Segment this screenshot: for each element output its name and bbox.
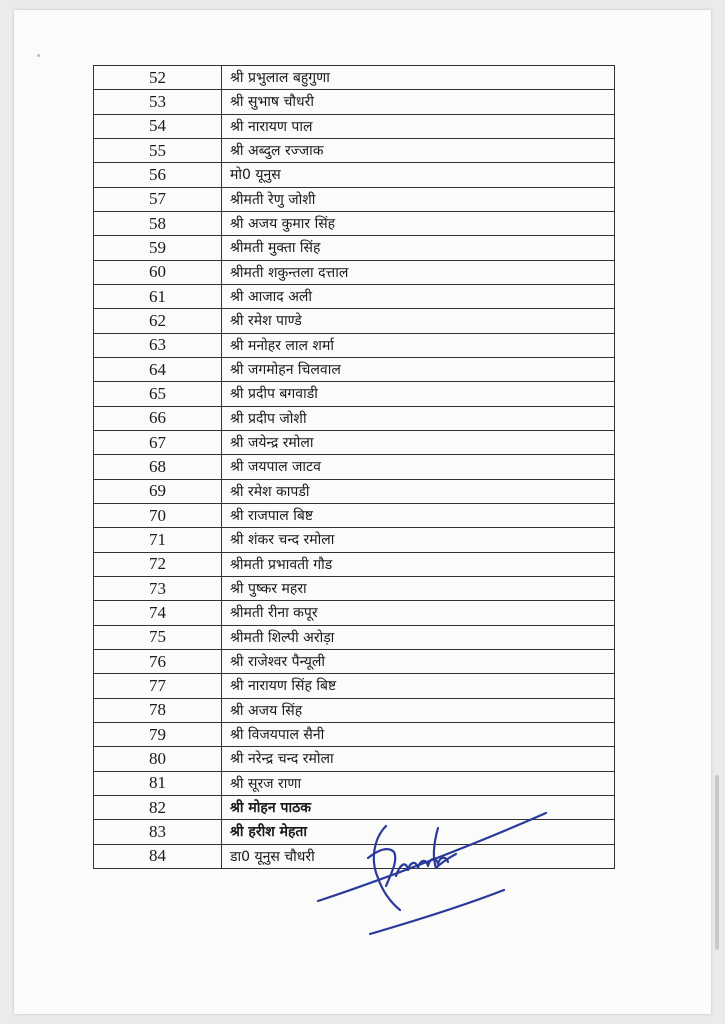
table-row — [94, 747, 615, 771]
member-name: श्री जयेन्द्र रमोला — [222, 430, 615, 454]
row-number: 71 — [94, 528, 222, 552]
row-number: 72 — [94, 552, 222, 576]
member-name: मो0 यूनुस — [222, 163, 615, 187]
member-name: श्री हरीश मेहता — [222, 820, 615, 844]
table-row — [94, 601, 615, 625]
table-row — [94, 576, 615, 600]
table-row — [94, 625, 615, 649]
row-number: 79 — [94, 722, 222, 746]
row-number: 55 — [94, 138, 222, 162]
members-table-body — [94, 66, 615, 869]
table-row — [94, 674, 615, 698]
row-number: 70 — [94, 503, 222, 527]
row-number: 74 — [94, 601, 222, 625]
row-number: 75 — [94, 625, 222, 649]
table-row — [94, 722, 615, 746]
table-row — [94, 211, 615, 235]
row-number: 53 — [94, 90, 222, 114]
member-name: श्रीमती मुक्ता सिंह — [222, 236, 615, 260]
table-row — [94, 479, 615, 503]
member-name: श्री प्रदीप बगवाडी — [222, 382, 615, 406]
table-row — [94, 503, 615, 527]
row-number: 63 — [94, 333, 222, 357]
members-table — [93, 65, 615, 869]
row-number: 56 — [94, 163, 222, 187]
row-number: 52 — [94, 66, 222, 90]
row-number: 80 — [94, 747, 222, 771]
table-row — [94, 187, 615, 211]
row-number: 61 — [94, 284, 222, 308]
member-name: श्री जगमोहन चिलवाल — [222, 357, 615, 381]
speck-mark — [37, 54, 40, 57]
member-name: श्री राजेश्वर पैन्यूली — [222, 649, 615, 673]
row-number: 81 — [94, 771, 222, 795]
member-name: श्री प्रदीप जोशी — [222, 406, 615, 430]
member-name: श्री जयपाल जाटव — [222, 455, 615, 479]
row-number: 67 — [94, 430, 222, 454]
member-name: श्री आजाद अली — [222, 284, 615, 308]
member-name: श्री अब्दुल रज्जाक — [222, 138, 615, 162]
table-row — [94, 455, 615, 479]
row-number: 58 — [94, 211, 222, 235]
member-name: श्रीमती शिल्पी अरोड़ा — [222, 625, 615, 649]
member-name: श्री सूरज राणा — [222, 771, 615, 795]
member-name: श्री प्रभुलाल बहुगुणा — [222, 66, 615, 90]
scrollbar-thumb[interactable] — [715, 775, 719, 950]
member-name: श्री नारायण सिंह बिष्ट — [222, 674, 615, 698]
member-name: श्री अजय कुमार सिंह — [222, 211, 615, 235]
table-row — [94, 163, 615, 187]
row-number: 65 — [94, 382, 222, 406]
member-name: डा0 यूनुस चौधरी — [222, 844, 615, 868]
table-row — [94, 236, 615, 260]
table-row — [94, 333, 615, 357]
member-name: श्री राजपाल बिष्ट — [222, 503, 615, 527]
row-number: 83 — [94, 820, 222, 844]
row-number: 62 — [94, 309, 222, 333]
table-row — [94, 771, 615, 795]
table-row — [94, 138, 615, 162]
row-number: 68 — [94, 455, 222, 479]
table-row — [94, 114, 615, 138]
member-name: श्री मोहन पाठक — [222, 795, 615, 819]
member-name: श्री रमेश कापडी — [222, 479, 615, 503]
member-name: श्री रमेश पाण्डे — [222, 309, 615, 333]
handwritten-signature-icon — [308, 798, 558, 938]
table-row — [94, 698, 615, 722]
row-number: 66 — [94, 406, 222, 430]
table-row — [94, 66, 615, 90]
table-row — [94, 528, 615, 552]
member-name: श्री विजयपाल सैनी — [222, 722, 615, 746]
table-row — [94, 406, 615, 430]
member-name: श्री नारायण पाल — [222, 114, 615, 138]
member-name: श्री सुभाष चौधरी — [222, 90, 615, 114]
row-number: 60 — [94, 260, 222, 284]
member-name: श्री अजय सिंह — [222, 698, 615, 722]
row-number: 76 — [94, 649, 222, 673]
member-name: श्रीमती प्रभावती गौड — [222, 552, 615, 576]
row-number: 78 — [94, 698, 222, 722]
row-number: 73 — [94, 576, 222, 600]
table-row — [94, 309, 615, 333]
member-name: श्री नरेन्द्र चन्द रमोला — [222, 747, 615, 771]
row-number: 54 — [94, 114, 222, 138]
member-name: श्रीमती रीना कपूर — [222, 601, 615, 625]
member-name: श्रीमती शकुन्तला दत्ताल — [222, 260, 615, 284]
table-row — [94, 430, 615, 454]
member-name: श्री मनोहर लाल शर्मा — [222, 333, 615, 357]
member-name: श्री पुष्कर महरा — [222, 576, 615, 600]
member-name: श्री शंकर चन्द रमोला — [222, 528, 615, 552]
table-row — [94, 552, 615, 576]
table-row — [94, 357, 615, 381]
member-name: श्रीमती रेणु जोशी — [222, 187, 615, 211]
row-number: 77 — [94, 674, 222, 698]
table-row — [94, 90, 615, 114]
row-number: 69 — [94, 479, 222, 503]
row-number: 64 — [94, 357, 222, 381]
table-row — [94, 382, 615, 406]
row-number: 82 — [94, 795, 222, 819]
table-row — [94, 284, 615, 308]
row-number: 84 — [94, 844, 222, 868]
table-row — [94, 260, 615, 284]
table-row — [94, 649, 615, 673]
row-number: 57 — [94, 187, 222, 211]
row-number: 59 — [94, 236, 222, 260]
